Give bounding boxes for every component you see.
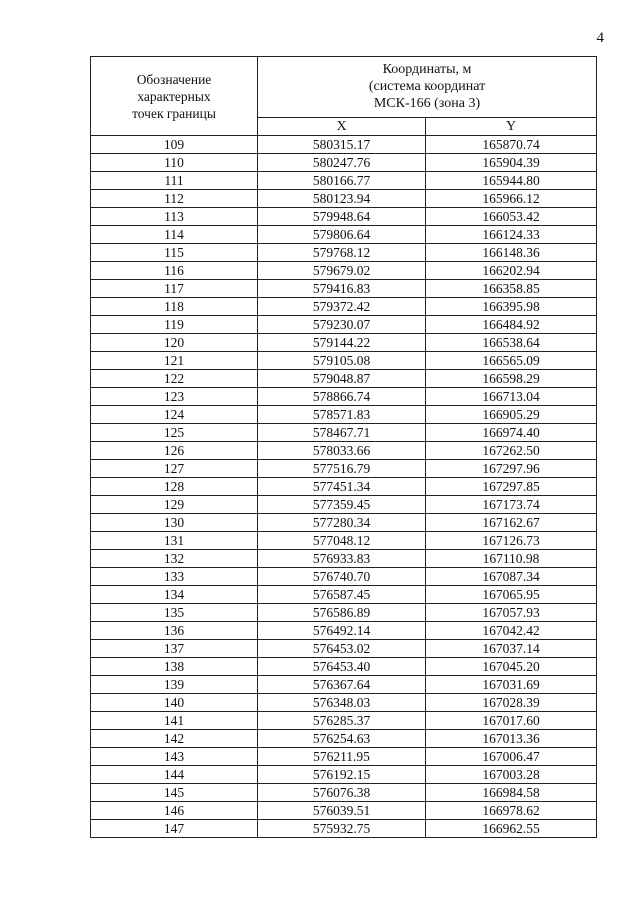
y-coordinate-cell: 167297.96 (426, 460, 597, 478)
x-coordinate-cell: 580123.94 (258, 190, 426, 208)
x-coordinate-cell: 579948.64 (258, 208, 426, 226)
x-coordinate-cell: 576285.37 (258, 712, 426, 730)
x-coordinate-cell: 576453.02 (258, 640, 426, 658)
table-row (91, 190, 597, 208)
x-coordinate-cell: 579679.02 (258, 262, 426, 280)
point-id-cell: 139 (91, 676, 258, 694)
table-row (91, 712, 597, 730)
table-row (91, 748, 597, 766)
point-id-cell: 136 (91, 622, 258, 640)
y-coordinate-cell: 167057.93 (426, 604, 597, 622)
y-coordinate-cell: 167297.85 (426, 478, 597, 496)
y-coordinate-cell: 167126.73 (426, 532, 597, 550)
point-id-cell: 111 (91, 172, 258, 190)
x-coordinate-cell: 579416.83 (258, 280, 426, 298)
table-row (91, 730, 597, 748)
table-row (91, 172, 597, 190)
point-designation-label: Обозначение характерных точек границы (132, 71, 216, 121)
x-coordinate-cell: 579372.42 (258, 298, 426, 316)
x-coordinate-cell: 580247.76 (258, 154, 426, 172)
x-coordinate-cell: 579144.22 (258, 334, 426, 352)
point-id-cell: 144 (91, 766, 258, 784)
table-row (91, 280, 597, 298)
coordinates-group-header (258, 57, 597, 118)
point-id-cell: 146 (91, 802, 258, 820)
table-row (91, 514, 597, 532)
y-coordinate-cell: 167037.14 (426, 640, 597, 658)
table-row (91, 694, 597, 712)
point-id-cell: 132 (91, 550, 258, 568)
x-coordinate-cell: 579768.12 (258, 244, 426, 262)
table-header (91, 57, 597, 136)
point-id-cell: 126 (91, 442, 258, 460)
table-row (91, 424, 597, 442)
table-row (91, 370, 597, 388)
table-row (91, 208, 597, 226)
table-row (91, 622, 597, 640)
table-row (91, 406, 597, 424)
table-row (91, 640, 597, 658)
point-id-cell: 123 (91, 388, 258, 406)
x-column-header: X (258, 117, 426, 135)
y-coordinate-cell: 167262.50 (426, 442, 597, 460)
x-coordinate-cell: 579230.07 (258, 316, 426, 334)
point-id-cell: 112 (91, 190, 258, 208)
table-row (91, 244, 597, 262)
point-id-cell: 124 (91, 406, 258, 424)
y-coordinate-cell: 166053.42 (426, 208, 597, 226)
y-coordinate-cell: 166202.94 (426, 262, 597, 280)
x-coordinate-cell: 576211.95 (258, 748, 426, 766)
point-id-cell: 138 (91, 658, 258, 676)
table-row (91, 226, 597, 244)
table-row (91, 388, 597, 406)
point-id-cell: 120 (91, 334, 258, 352)
point-id-cell: 116 (91, 262, 258, 280)
point-id-cell: 114 (91, 226, 258, 244)
x-coordinate-cell: 576254.63 (258, 730, 426, 748)
page-number: 4 (596, 30, 604, 46)
y-coordinate-cell: 166124.33 (426, 226, 597, 244)
y-coordinate-cell: 166565.09 (426, 352, 597, 370)
x-coordinate-cell: 578033.66 (258, 442, 426, 460)
x-coordinate-cell: 579048.87 (258, 370, 426, 388)
point-id-cell: 140 (91, 694, 258, 712)
coordinates-group-label: Координаты, м (система координат МСК-166 (зона 3) (368, 62, 486, 112)
table-row (91, 586, 597, 604)
y-coordinate-cell: 167042.42 (426, 622, 597, 640)
y-coordinate-cell: 166395.98 (426, 298, 597, 316)
point-id-cell: 133 (91, 568, 258, 586)
x-coordinate-cell: 576348.03 (258, 694, 426, 712)
point-id-cell: 130 (91, 514, 258, 532)
x-coordinate-cell: 576367.64 (258, 676, 426, 694)
table-row (91, 820, 597, 838)
point-designation-header (91, 57, 258, 136)
x-coordinate-cell: 580166.77 (258, 172, 426, 190)
table-row (91, 460, 597, 478)
x-coordinate-cell: 576740.70 (258, 568, 426, 586)
table-row (91, 802, 597, 820)
y-coordinate-cell: 167013.36 (426, 730, 597, 748)
y-coordinate-cell: 166538.64 (426, 334, 597, 352)
x-coordinate-cell: 577451.34 (258, 478, 426, 496)
y-coordinate-cell: 166978.62 (426, 802, 597, 820)
x-coordinate-cell: 579806.64 (258, 226, 426, 244)
y-coordinate-cell: 166713.04 (426, 388, 597, 406)
y-coordinate-cell: 165966.12 (426, 190, 597, 208)
point-id-cell: 143 (91, 748, 258, 766)
table-row (91, 262, 597, 280)
table-row (91, 136, 597, 154)
point-id-cell: 113 (91, 208, 258, 226)
y-coordinate-cell: 167031.69 (426, 676, 597, 694)
point-id-cell: 127 (91, 460, 258, 478)
y-coordinate-cell: 167045.20 (426, 658, 597, 676)
y-coordinate-cell: 167087.34 (426, 568, 597, 586)
point-id-cell: 110 (91, 154, 258, 172)
y-coordinate-cell: 167162.67 (426, 514, 597, 532)
x-coordinate-cell: 576492.14 (258, 622, 426, 640)
table-row (91, 298, 597, 316)
x-coordinate-cell: 576453.40 (258, 658, 426, 676)
x-coordinate-cell: 576586.89 (258, 604, 426, 622)
x-coordinate-cell: 577516.79 (258, 460, 426, 478)
point-id-cell: 134 (91, 586, 258, 604)
x-coordinate-cell: 577280.34 (258, 514, 426, 532)
table-row (91, 154, 597, 172)
point-id-cell: 131 (91, 532, 258, 550)
y-coordinate-cell: 165904.39 (426, 154, 597, 172)
y-coordinate-cell: 166984.58 (426, 784, 597, 802)
table-row (91, 316, 597, 334)
y-coordinate-cell: 166962.55 (426, 820, 597, 838)
y-coordinate-cell: 166905.29 (426, 406, 597, 424)
coordinates-table (90, 56, 597, 838)
point-id-cell: 128 (91, 478, 258, 496)
x-coordinate-cell: 579105.08 (258, 352, 426, 370)
x-coordinate-cell: 578866.74 (258, 388, 426, 406)
x-coordinate-cell: 576039.51 (258, 802, 426, 820)
y-coordinate-cell: 166148.36 (426, 244, 597, 262)
y-coordinate-cell: 166484.92 (426, 316, 597, 334)
x-coordinate-cell: 576192.15 (258, 766, 426, 784)
table-row (91, 676, 597, 694)
x-coordinate-cell: 575932.75 (258, 820, 426, 838)
table-row (91, 442, 597, 460)
point-id-cell: 122 (91, 370, 258, 388)
y-coordinate-cell: 166598.29 (426, 370, 597, 388)
point-id-cell: 145 (91, 784, 258, 802)
table-row (91, 766, 597, 784)
y-column-header: Y (426, 117, 597, 135)
y-coordinate-cell: 167065.95 (426, 586, 597, 604)
point-id-cell: 115 (91, 244, 258, 262)
point-id-cell: 109 (91, 136, 258, 154)
table-row (91, 532, 597, 550)
table-row (91, 496, 597, 514)
y-coordinate-cell: 167173.74 (426, 496, 597, 514)
table-row (91, 352, 597, 370)
x-coordinate-cell: 580315.17 (258, 136, 426, 154)
y-coordinate-cell: 165870.74 (426, 136, 597, 154)
x-coordinate-cell: 578571.83 (258, 406, 426, 424)
point-id-cell: 125 (91, 424, 258, 442)
x-coordinate-cell: 577048.12 (258, 532, 426, 550)
point-id-cell: 137 (91, 640, 258, 658)
point-id-cell: 119 (91, 316, 258, 334)
table-row (91, 658, 597, 676)
table-row (91, 784, 597, 802)
y-coordinate-cell: 167003.28 (426, 766, 597, 784)
point-id-cell: 135 (91, 604, 258, 622)
x-coordinate-cell: 576933.83 (258, 550, 426, 568)
point-id-cell: 118 (91, 298, 258, 316)
y-coordinate-cell: 167006.47 (426, 748, 597, 766)
point-id-cell: 117 (91, 280, 258, 298)
point-id-cell: 129 (91, 496, 258, 514)
point-id-cell: 121 (91, 352, 258, 370)
y-coordinate-cell: 167017.60 (426, 712, 597, 730)
table-row (91, 478, 597, 496)
x-coordinate-cell: 577359.45 (258, 496, 426, 514)
point-id-cell: 147 (91, 820, 258, 838)
y-coordinate-cell: 165944.80 (426, 172, 597, 190)
y-coordinate-cell: 167028.39 (426, 694, 597, 712)
table-row (91, 568, 597, 586)
point-id-cell: 141 (91, 712, 258, 730)
table-row (91, 604, 597, 622)
y-coordinate-cell: 167110.98 (426, 550, 597, 568)
point-id-cell: 142 (91, 730, 258, 748)
y-coordinate-cell: 166358.85 (426, 280, 597, 298)
table-row (91, 334, 597, 352)
x-coordinate-cell: 576076.38 (258, 784, 426, 802)
x-coordinate-cell: 576587.45 (258, 586, 426, 604)
table-body (91, 136, 597, 838)
x-coordinate-cell: 578467.71 (258, 424, 426, 442)
y-coordinate-cell: 166974.40 (426, 424, 597, 442)
table-row (91, 550, 597, 568)
